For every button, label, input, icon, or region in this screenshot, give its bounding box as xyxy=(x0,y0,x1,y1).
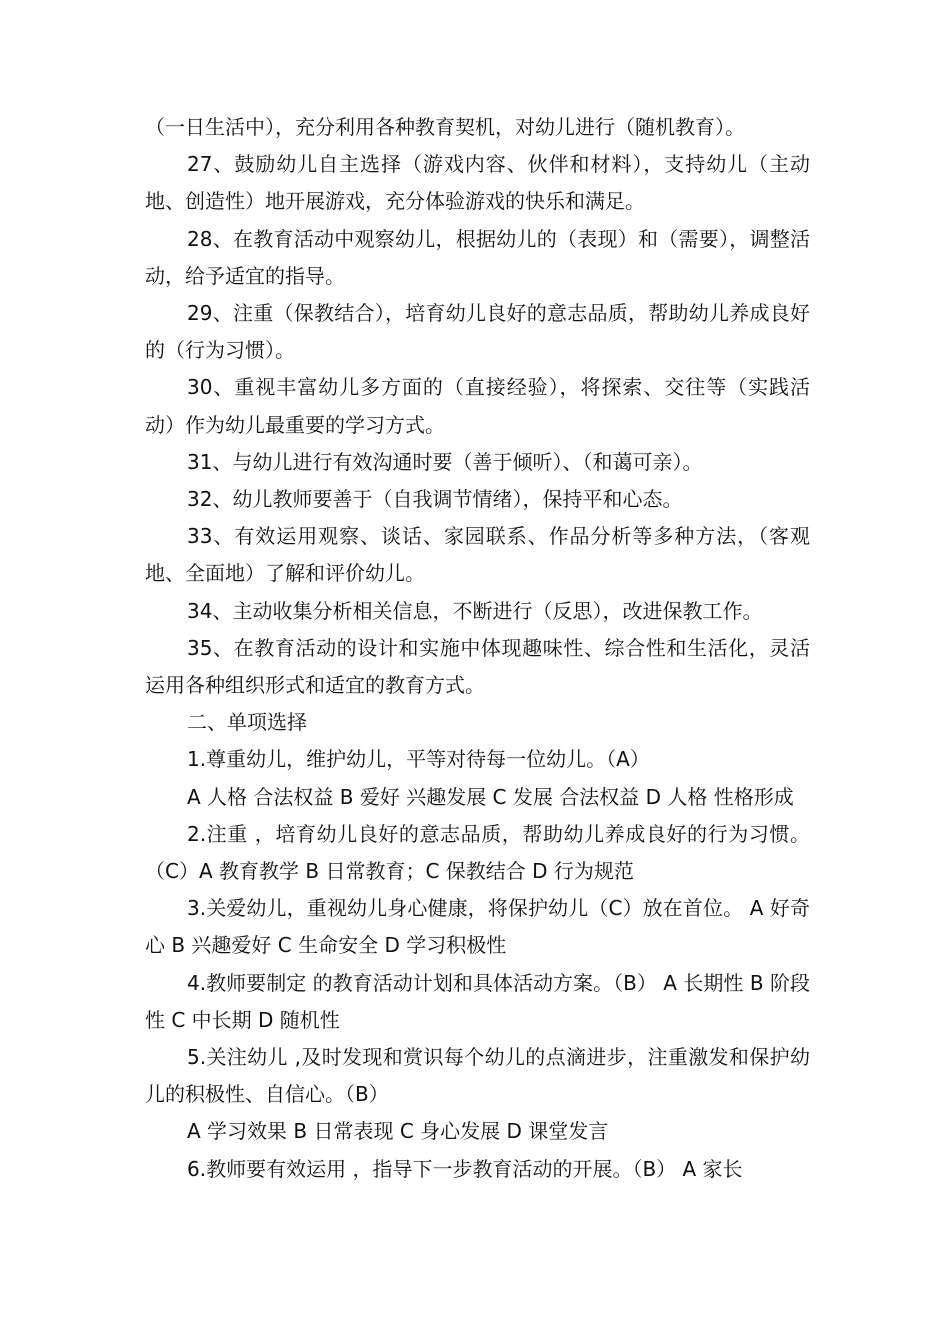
question-6: 6.教师要有效运用 ，指导下一步教育活动的开展。（B） A 家长 xyxy=(187,1156,743,1181)
item-35: 35、在教育活动的设计和实施中体现趣味性、综合性和生活化，灵活运用各种组织形式和适宜的教育方式。 xyxy=(145,635,810,698)
question-1: 1.尊重幼儿，维护幼儿，平等对待每一位幼儿。（A） xyxy=(187,747,650,772)
item-28: 28、在教育活动中观察幼儿，根据幼儿的（表现）和（需要），调整活动，给予适宜的指导。 xyxy=(145,226,810,288)
item-27: 27、鼓励幼儿自主选择（游戏内容、伙伴和材料），支持幼儿（主动地、创造性）地开展游戏，充分体验游戏的快乐和满足。 xyxy=(145,152,810,214)
question-5: 5.关注幼儿 ,及时发现和赏识每个幼儿的点滴进步，注重激发和保护幼儿的积极性、自信心。（B） xyxy=(145,1045,810,1107)
question-3: 3.关爱幼儿，重视幼儿身心健康，将保护幼儿（C）放在首位。 A 好奇心 B 兴趣爱好 C 生命安全 D 学习积极性 xyxy=(145,896,810,958)
question-1-options: A 人格 合法权益 B 爱好 兴趣发展 C 发展 合法权益 D 人格 性格形成 xyxy=(187,784,794,809)
question-4: 4.教师要制定 的教育活动计划和具体活动方案。（B） A 长期性 B 阶段性 C 中长期 D 随机性 xyxy=(145,970,810,1032)
question-2: 2.注重 ，培育幼儿良好的意志品质，帮助幼儿养成良好的行为习惯。（C）A 教育教学 B 日常教育；C 保教结合 D 行为规范 xyxy=(145,821,810,884)
item-33: 33、有效运用观察、谈话、家园联系、作品分析等多种方法，（客观地、全面地）了解和评价幼儿。 xyxy=(145,524,810,586)
section-heading-single-choice: 二、单项选择 xyxy=(187,710,307,735)
item-31: 31、与幼儿进行有效沟通时要（善于倾听）、（和蔼可亲）。 xyxy=(187,449,703,474)
document-body xyxy=(145,109,810,1188)
item-30: 30、重视丰富幼儿多方面的（直接经验），将探索、交往等（实践活动）作为幼儿最重要的学习方式。 xyxy=(145,375,810,437)
question-5-options: A 学习效果 B 日常表现 C 身心发展 D 课堂发言 xyxy=(187,1119,609,1144)
paragraph-continuation: （一日生活中），充分利用各种教育契机，对幼儿进行（随机教育）。 xyxy=(145,115,745,139)
item-29: 29、注重（保教结合），培育幼儿良好的意志品质，帮助幼儿养成良好的（行为习惯）。 xyxy=(145,301,810,363)
item-32: 32、幼儿教师要善于（自我调节情绪），保持平和心态。 xyxy=(187,487,683,512)
item-34: 34、主动收集分析相关信息，不断进行（反思），改进保教工作。 xyxy=(187,598,763,623)
